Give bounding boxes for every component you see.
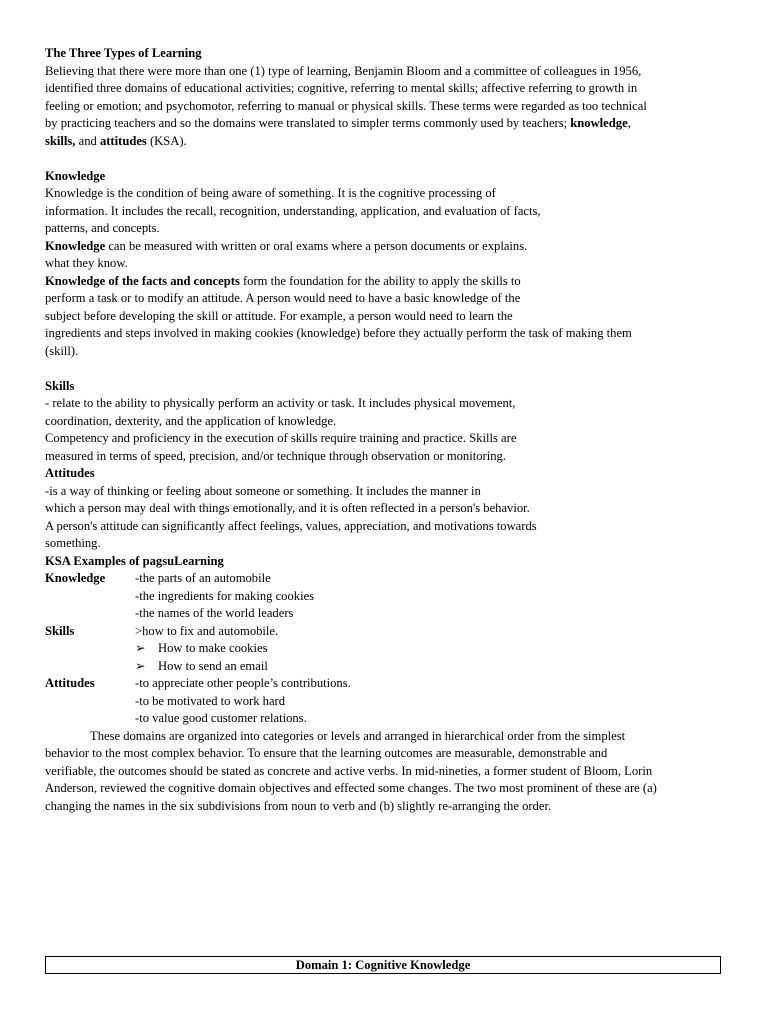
closing-line-4: Anderson, reviewed the cognitive domain objectives and effected some changes. The two most prominent of these are (a): [45, 781, 657, 795]
domain-title-box: Domain 1: Cognitive Knowledge: [45, 956, 721, 974]
intro-line-2: identified three domains of educational activities; cognitive, referring to mental skills; affective referring to growth in: [45, 81, 638, 95]
closing-line-3: verifiable, the outcomes should be stated as concrete and active verbs. In mid-nineties, a former student of Bloom, Lorin: [45, 763, 653, 778]
ksa-skills-bullet-text: How to send an email: [158, 658, 268, 673]
skills-line-2: coordination, dexterity, and the application of knowledge.: [45, 413, 337, 428]
section-title-three-types: The Three Types of Learning: [45, 46, 202, 60]
ksa-attitudes-label: Attitudes: [45, 676, 95, 690]
intro-line-5: skills, and attitudes (KSA).: [45, 133, 187, 148]
ksa-attitudes-item: -to be motivated to work hard: [135, 693, 286, 708]
attitudes-line-4: something.: [45, 536, 101, 550]
ksa-skills-bullet-row: [45, 640, 725, 658]
ksa-knowledge-item: -the names of the world leaders: [135, 606, 294, 620]
knowledge-facts-line-2: perform a task or to modify an attitude. A person would need to have a basic knowledge of the: [45, 291, 521, 305]
section-title-attitudes: Attitudes: [45, 466, 95, 480]
knowledge-line-1: Knowledge is the condition of being aware of something. It is the cognitive processing of: [45, 186, 496, 200]
ksa-knowledge-row: [45, 588, 725, 606]
arrow-bullet-icon: ➢: [135, 658, 146, 673]
ksa-attitudes-row: [45, 693, 725, 711]
knowledge-measure-line: Knowledge can be measured with written or oral exams where a person documents or explains.: [45, 238, 528, 253]
attitudes-line-3: A person's attitude can significantly affect feelings, values, appreciation, and motivations towards: [45, 518, 537, 533]
ksa-attitudes-row: [45, 710, 725, 728]
knowledge-facts-line-5: (skill).: [45, 343, 79, 358]
intro-line-3: feeling or emotion; and psychomotor, referring to manual or physical skills. These terms were regarded as too technical: [45, 98, 647, 113]
knowledge-line-2: information. It includes the recall, recognition, understanding, application, and evaluation of facts,: [45, 203, 541, 218]
ksa-skills-row: [45, 623, 725, 641]
knowledge-measure-line-2: what they know.: [45, 256, 128, 270]
blank-line: [45, 360, 725, 378]
ksa-skills-label: Skills: [45, 623, 75, 638]
closing-line-5: changing the names in the six subdivisions from noun to verb and (b) slightly re-arranging the order.: [45, 798, 552, 813]
ksa-knowledge-item: -the ingredients for making cookies: [135, 588, 315, 603]
ksa-skills-item: >how to fix and automobile.: [135, 623, 279, 638]
document-page: [45, 45, 725, 815]
knowledge-facts-line-4: ingredients and steps involved in making cookies (knowledge) before they actually perform the task of making them: [45, 326, 632, 340]
section-title-skills: Skills: [45, 378, 75, 393]
closing-line-2: behavior to the most complex behavior. To ensure that the learning outcomes are measurable, demonstrable and: [45, 746, 608, 760]
intro-line-1: Believing that there were more than one (1) type of learning, Benjamin Bloom and a committee of colleagues in 1956,: [45, 63, 642, 78]
ksa-attitudes-row: [45, 675, 725, 693]
knowledge-line-3: patterns, and concepts.: [45, 221, 160, 235]
ksa-knowledge-label: Knowledge: [45, 571, 106, 585]
skills-line-3: Competency and proficiency in the execution of skills require training and practice. Skills are: [45, 431, 517, 445]
knowledge-facts-line: Knowledge of the facts and concepts form the foundation for the ability to apply the skills to: [45, 273, 521, 288]
ksa-attitudes-item: -to value good customer relations.: [135, 711, 307, 725]
attitudes-line-2: which a person may deal with things emotionally, and it is often reflected in a person's behavior.: [45, 501, 530, 515]
ksa-skills-bullet-row: [45, 658, 725, 676]
ksa-knowledge-row: [45, 570, 725, 588]
ksa-knowledge-row: [45, 605, 725, 623]
ksa-attitudes-item: -to appreciate other people’s contributions.: [135, 676, 351, 690]
ksa-skills-bullet-text: How to make cookies: [158, 641, 268, 655]
skills-line-1: - relate to the ability to physically perform an activity or task. It includes physical movement,: [45, 396, 516, 410]
section-title-knowledge: Knowledge: [45, 168, 106, 183]
attitudes-line-1: -is a way of thinking or feeling about someone or something. It includes the manner in: [45, 483, 481, 498]
blank-line: [45, 150, 725, 168]
section-title-ksa-examples: KSA Examples of pagsuLearning: [45, 553, 224, 568]
knowledge-facts-line-3: subject before developing the skill or attitude. For example, a person would need to learn the: [45, 308, 513, 323]
closing-line-1: These domains are organized into categories or levels and arranged in hierarchical order from the simplest: [90, 728, 626, 743]
skills-line-4: measured in terms of speed, precision, and/or technique through observation or monitoring.: [45, 448, 506, 463]
arrow-bullet-icon: ➢: [135, 641, 146, 655]
intro-line-4: by practicing teachers and so the domains were translated to simpler terms commonly used by teachers; knowledge,: [45, 116, 631, 130]
ksa-knowledge-item: -the parts of an automobile: [135, 571, 271, 585]
